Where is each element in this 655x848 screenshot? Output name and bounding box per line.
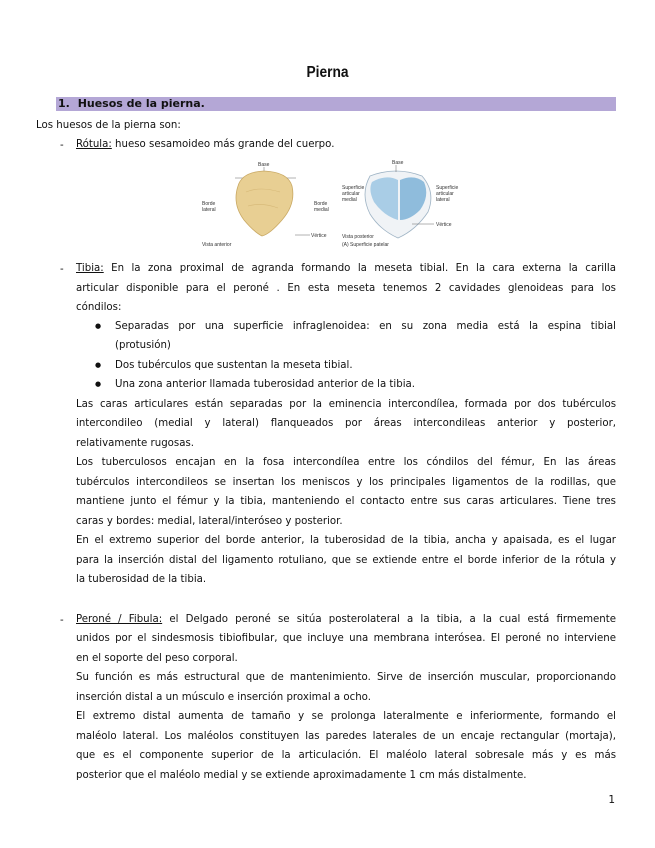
rotula-text: hueso sesamoideo más grande del cuerpo. [111,139,335,150]
tibia-p2-line-2: tubérculos intercondileos se insertan los meniscos y los principales ligamentos de la rodillas, que [76,477,616,488]
perone-line-2: unidos por el sindesmosis tibiofibular, que incluye una membrana interósea. El peroné no interviene [76,633,616,644]
tibia-p1-line-3: relativamente rugosas. [76,438,194,449]
perone-line-1 [76,610,616,630]
label-base-left: Base [258,162,270,168]
label-vista-anterior: Vista anterior [202,242,232,248]
section-title: Huesos de la pierna. [77,97,205,110]
label-vertice-left: Vértice [311,233,327,239]
patella-figure [200,158,465,250]
tibia-line-1 [76,259,616,279]
label-base-right: Base [392,160,404,166]
intro-text: Los huesos de la pierna son: [36,120,181,131]
perone-p2-line-4: posterior que el maléolo medial y se extiende aproximadamente 1 cm más distalmente. [76,770,527,781]
label-borde-medial-1: Borde [314,201,328,207]
label-sup-lateral-2: articular [436,191,454,197]
section-heading [56,97,616,111]
tibia-p1-line-1: Las caras articulares están separadas por la eminencia intercondílea, formada por dos tubérculos [76,399,616,410]
bullet-dot: ● [95,361,102,369]
label-vertice-right: Vértice [436,222,452,228]
tibia-p2-line-1: Los tuberculosos encajan en la fosa intercondílea entre los cóndilos del fémur, En las áreas [76,457,616,468]
perone-term: Peroné / Fibula: [76,614,163,625]
tibia-p3-line-1: En el extremo superior del borde anterior, la tuberosidad de la tibia, ancha y apaisada, es el lugar [76,535,616,546]
tibia-bullet-1-line-2: (protusión) [115,340,171,351]
tibia-p3-line-2: para la inserción distal del ligamento rotuliano, que se extiende entre el borde inferior de la rótula y [76,555,616,566]
label-sup-lateral-3: lateral [436,197,450,203]
patella-posterior-view [342,160,458,248]
tibia-line-2: articular disponible para el peroné . En esta meseta tenemos 2 cavidades glenoideas para los [76,283,616,294]
label-vista-posterior: Vista posterior [342,234,374,240]
label-borde-medial-2: medial [314,207,329,213]
tibia-bullet-2: Dos tubérculos que sustentan la meseta tibial. [115,360,353,371]
tibia-p2-line-4: caras y bordes: medial, lateral/interóseo y posterior. [76,516,343,527]
tibia-p2-line-3: mantiene junto el fémur y la tibia, manteniendo el contacto entre sus caras articulares. Tiene tres [76,496,616,507]
page-number: 1 [608,794,615,806]
page-title: Pierna [306,64,349,81]
tibia-text-1: En la zona proximal de agranda formando la meseta tibial. En la cara externa la carilla [103,263,616,274]
tibia-p1-line-2: intercondileo (medial y lateral) flanqueados por áreas intercondileas anterior y posterior, [76,418,616,429]
perone-line-3: en el soporte del peso corporal. [76,653,238,664]
list-dash: - [60,264,64,275]
label-borde-lateral-2: lateral [202,207,216,213]
label-sup-lateral-1: Superficie [436,185,459,191]
perone-p2-line-2: maléolo lateral. Los maléolos constituyen las paredes laterales de un encaje rectangular (mortaja), [76,731,616,742]
patella-anterior-view [202,162,329,248]
perone-p2-line-1: El extremo distal aumenta de tamaño y se prolonga lateralmente e inferiormente, formando el [76,711,616,722]
perone-p1-line-2: inserción distal a un músculo e inserción proximal a ocho. [76,692,371,703]
perone-p1-line-1: Su función es más estructural que de mantenimiento. Sirve de inserción muscular, proporcionando [76,672,616,683]
rotula-term: Rótula: [76,139,112,150]
perone-p2-line-3: que es el componente superior de la articulación. El maléolo lateral sobresale más y es más [76,750,616,761]
figure-caption: (A) Superficie patelar [342,242,389,248]
perone-text-1: el Delgado peroné se sitúa posterolateral a la tibia, a la cual está firmemente [162,614,616,625]
label-sup-medial-2: articular [342,191,360,197]
tibia-bullet-1-line-1: Separadas por una superficie infraglenoidea: en su zona media está la espina tibial [115,321,616,332]
bullet-dot: ● [95,322,102,330]
patella-bone-anterior [236,171,293,236]
tibia-line-3: cóndilos: [76,302,122,313]
bullet-dot: ● [95,380,102,388]
label-borde-lateral-1: Borde [202,201,216,207]
label-sup-medial-1: Superficie [342,185,365,191]
list-dash: - [60,615,64,626]
rotula-line [76,135,334,155]
label-sup-medial-3: medial [342,197,357,203]
tibia-term: Tibia: [76,263,104,274]
section-number: 1. [58,97,70,110]
tibia-p3-line-3: la tuberosidad de la tibia. [76,574,207,585]
list-dash: - [60,140,64,151]
tibia-bullet-3: Una zona anterior llamada tuberosidad anterior de la tibia. [115,379,416,390]
